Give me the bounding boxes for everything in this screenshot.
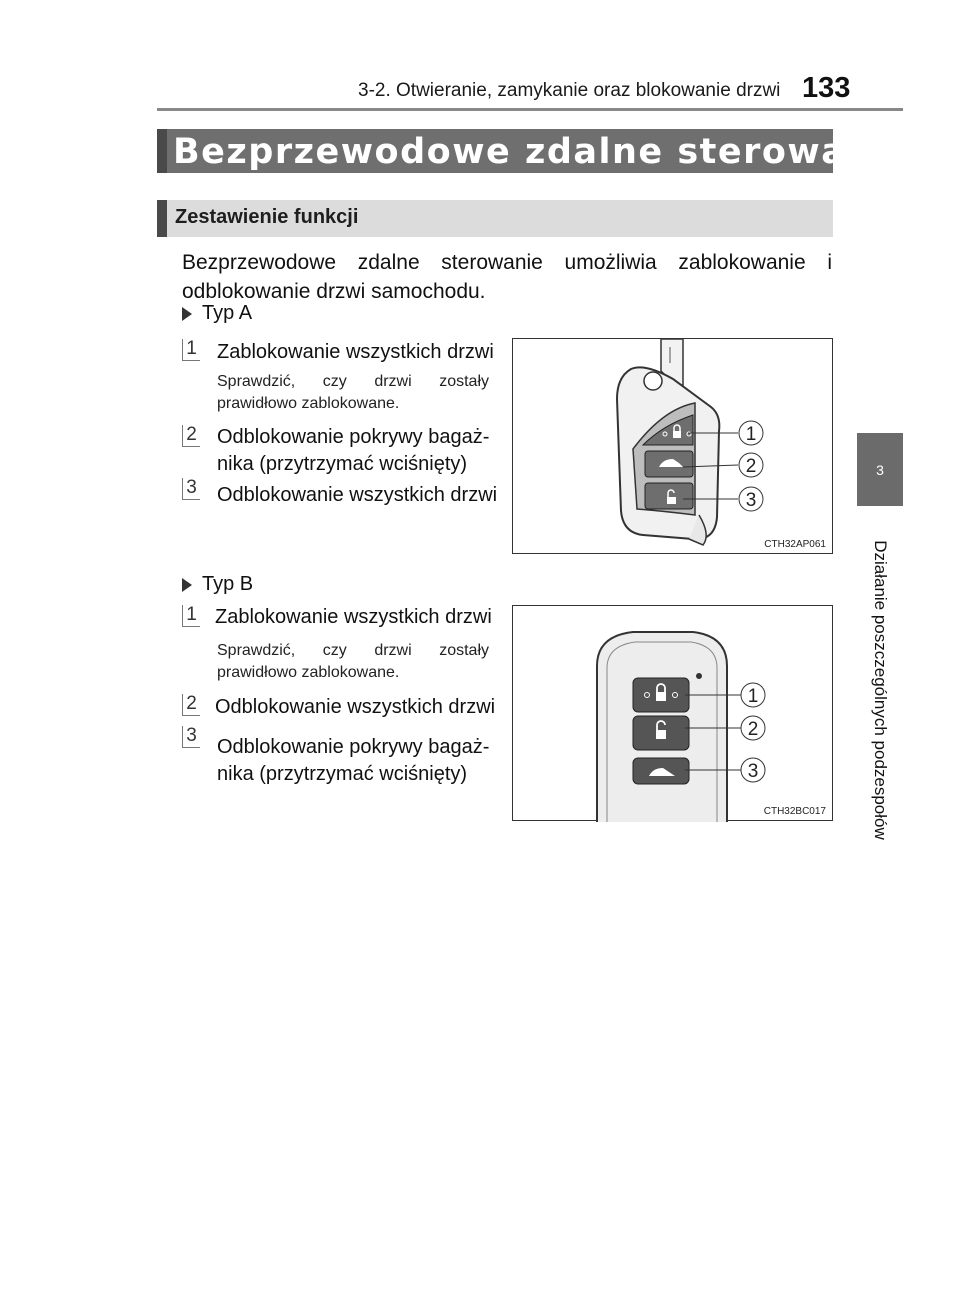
running-header-section: 3-2. Otwieranie, zamykanie oraz blokowanie drzwi xyxy=(358,80,781,101)
chapter-tab-label: Działanie poszczególnych podzespołów xyxy=(871,540,890,840)
unlock-button xyxy=(645,483,693,509)
subsection-bar xyxy=(157,200,833,237)
section-title: Bezprzewodowe zdalne sterowanie xyxy=(173,132,912,172)
callout-a1: 1 xyxy=(745,424,757,445)
item-note-a1: Sprawdzić, czy drzwi zostały prawidłowo zablokowane. xyxy=(217,373,489,412)
figure-code-a: CTH32AP061 xyxy=(764,539,826,550)
intro-paragraph: Bezprzewodowe zdalne sterowanie umożliwia zablokowanie i odblokowanie drzwi samochodu. xyxy=(182,251,832,303)
item-text-a2-line2: nika (przytrzymać wciśnięty) xyxy=(217,453,468,475)
figure-code-b: CTH32BC017 xyxy=(763,806,826,817)
callout-a2: 2 xyxy=(745,456,757,477)
item-text-a2-line1: Odblokowanie pokrywy bagaż- xyxy=(217,426,490,448)
type-b-label: Typ B xyxy=(202,573,254,595)
item-number-a3: 3 xyxy=(182,478,200,500)
smart-key-illustration xyxy=(513,606,834,822)
item-text-a1: Zablokowanie wszystkich drzwi xyxy=(217,341,494,363)
item-text-b3-line1: Odblokowanie pokrywy bagaż- xyxy=(217,736,490,758)
flip-key-illustration xyxy=(513,339,834,555)
item-text-b3-line2: nika (przytrzymać wciśnięty) xyxy=(217,763,468,785)
subsection-title: Zestawienie funkcji xyxy=(175,206,359,228)
item-note-b1: Sprawdzić, czy drzwi zostały prawidłowo zablokowane. xyxy=(217,642,489,681)
arrow-right-icon xyxy=(182,578,192,592)
item-text-a3: Odblokowanie wszystkich drzwi xyxy=(217,484,498,506)
callout-a3: 3 xyxy=(745,490,757,511)
item-number-a1: 1 xyxy=(182,339,200,361)
figure-key-type-b xyxy=(512,605,833,821)
type-a-label: Typ A xyxy=(202,302,253,324)
callout-b3: 3 xyxy=(747,761,759,782)
key-ring-hole-icon xyxy=(644,372,662,390)
header-rule xyxy=(157,108,903,111)
type-b-heading xyxy=(182,573,253,596)
item-number-b1: 1 xyxy=(182,605,200,627)
item-number-b3: 3 xyxy=(182,726,200,748)
section-title-bar xyxy=(157,129,912,173)
item-number-a2: 2 xyxy=(182,425,200,447)
item-number-b2: 2 xyxy=(182,694,200,716)
page-number: 133 xyxy=(802,72,851,104)
callout-b2: 2 xyxy=(747,719,759,740)
item-text-b2: Odblokowanie wszystkich drzwi xyxy=(215,696,496,718)
chapter-tab-number: 3 xyxy=(876,461,884,478)
figure-key-type-a xyxy=(512,338,833,554)
item-text-b1: Zablokowanie wszystkich drzwi xyxy=(215,606,492,628)
indicator-light-icon xyxy=(696,673,702,679)
type-a-heading xyxy=(182,302,252,325)
callout-b1: 1 xyxy=(747,686,759,707)
arrow-right-icon xyxy=(182,307,192,321)
